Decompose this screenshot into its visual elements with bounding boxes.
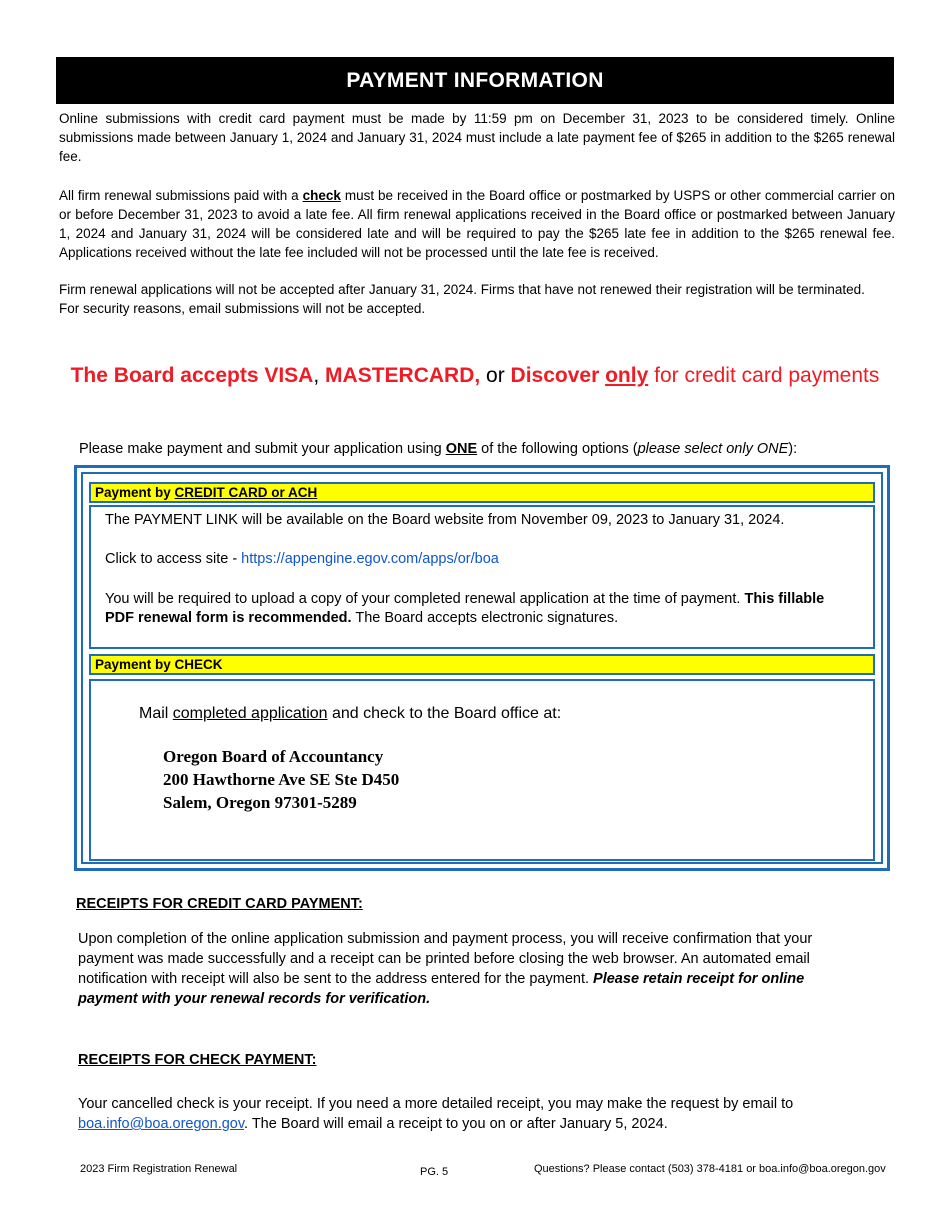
credit-card-section (89, 505, 875, 649)
footer-contact: Questions? Please contact (503) 378-4181 or boa.info@boa.oregon.gov (534, 1163, 886, 1175)
receipts-cc-text: Upon completion of the online application submission and payment process, you will receive confirmation that your payment was made successfully and a receipt can be printed before closing the web browser. An automated email notification with receipt will also be sent to the address entered for the payment. Please retain receipt for online payment with your renewal records for verification. (78, 931, 813, 1007)
payment-link-info: The PAYMENT LINK will be available on the Board website from November 09, 2023 to January 31, 2024. (105, 512, 785, 528)
receipts-cc-heading: RECEIPTS FOR CREDIT CARD PAYMENT: (76, 896, 363, 912)
site-access-line: Click to access site - https://appengine.egov.com/apps/or/boa (105, 551, 499, 567)
check-emphasis: check (302, 188, 341, 203)
credit-card-banner: The Board accepts VISA, MASTERCARD, or Discover only for credit card payments (70, 364, 880, 387)
check-heading: Payment by CHECK (89, 654, 875, 675)
intro-paragraph-2: All firm renewal submissions paid with a check must be received in the Board office or postmarked by USPS or other commercial carrier on or before December 31, 2023 to avoid a late fee. All firm renewal applications received in the Board office or postmarked between January 1, 2024 and January 31, 2024 will be considered late and will be required to pay the $265 late fee in addition to the $265 renewal fee. Applications received without the late fee included will not be processed until the late fee is received. (59, 188, 895, 260)
page-title: PAYMENT INFORMATION (56, 57, 894, 104)
address-line: Oregon Board of Accountancy (163, 747, 384, 766)
payment-options-box (74, 465, 890, 871)
upload-requirement: You will be required to upload a copy of your completed renewal application at the time of payment. This fillable PDF renewal form is recommended. The Board accepts electronic signatures. (105, 591, 825, 626)
receipts-check-text: Your cancelled check is your receipt. If you need a more detailed receipt, you may make the request by email to boa.info@boa.oregon.gov. The Board will email a receipt to you on or after January 5, 2024. (78, 1096, 794, 1132)
footer-page-number: PG. 5 (420, 1166, 449, 1178)
receipts-check-heading: RECEIPTS FOR CHECK PAYMENT: (78, 1052, 317, 1068)
address-line: 200 Hawthorne Ave SE Ste D450 (163, 770, 400, 789)
mail-instructions: Mail completed application and check to the Board office at: (139, 705, 562, 722)
address-line: Salem, Oregon 97301-5289 (163, 793, 357, 812)
intro-paragraph-1: Online submissions with credit card payment must be made by 11:59 pm on December 31, 2023 to be considered timely. Online submissions made between January 1, 2024 and January 31, 2024 must include a late payment fee of $265 in addition to the $265 renewal fee. (59, 111, 895, 164)
intro-paragraph-3: Firm renewal applications will not be accepted after January 31, 2024. Firms that have not renewed their registration will be terminated. For security reasons, email submissions will not be accepted. (59, 282, 865, 316)
board-email-link[interactable]: boa.info@boa.oregon.gov (78, 1116, 245, 1132)
payment-options-inner (81, 472, 883, 864)
footer-form-name: 2023 Firm Registration Renewal (80, 1163, 238, 1175)
mailing-address (163, 745, 399, 814)
payment-instructions: Please make payment and submit your application using ONE of the following options (please select only ONE): (79, 441, 798, 457)
payment-site-link[interactable]: https://appengine.egov.com/apps/or/boa (241, 551, 499, 567)
credit-card-heading: Payment by CREDIT CARD or ACH (89, 482, 875, 503)
check-section (89, 679, 875, 861)
